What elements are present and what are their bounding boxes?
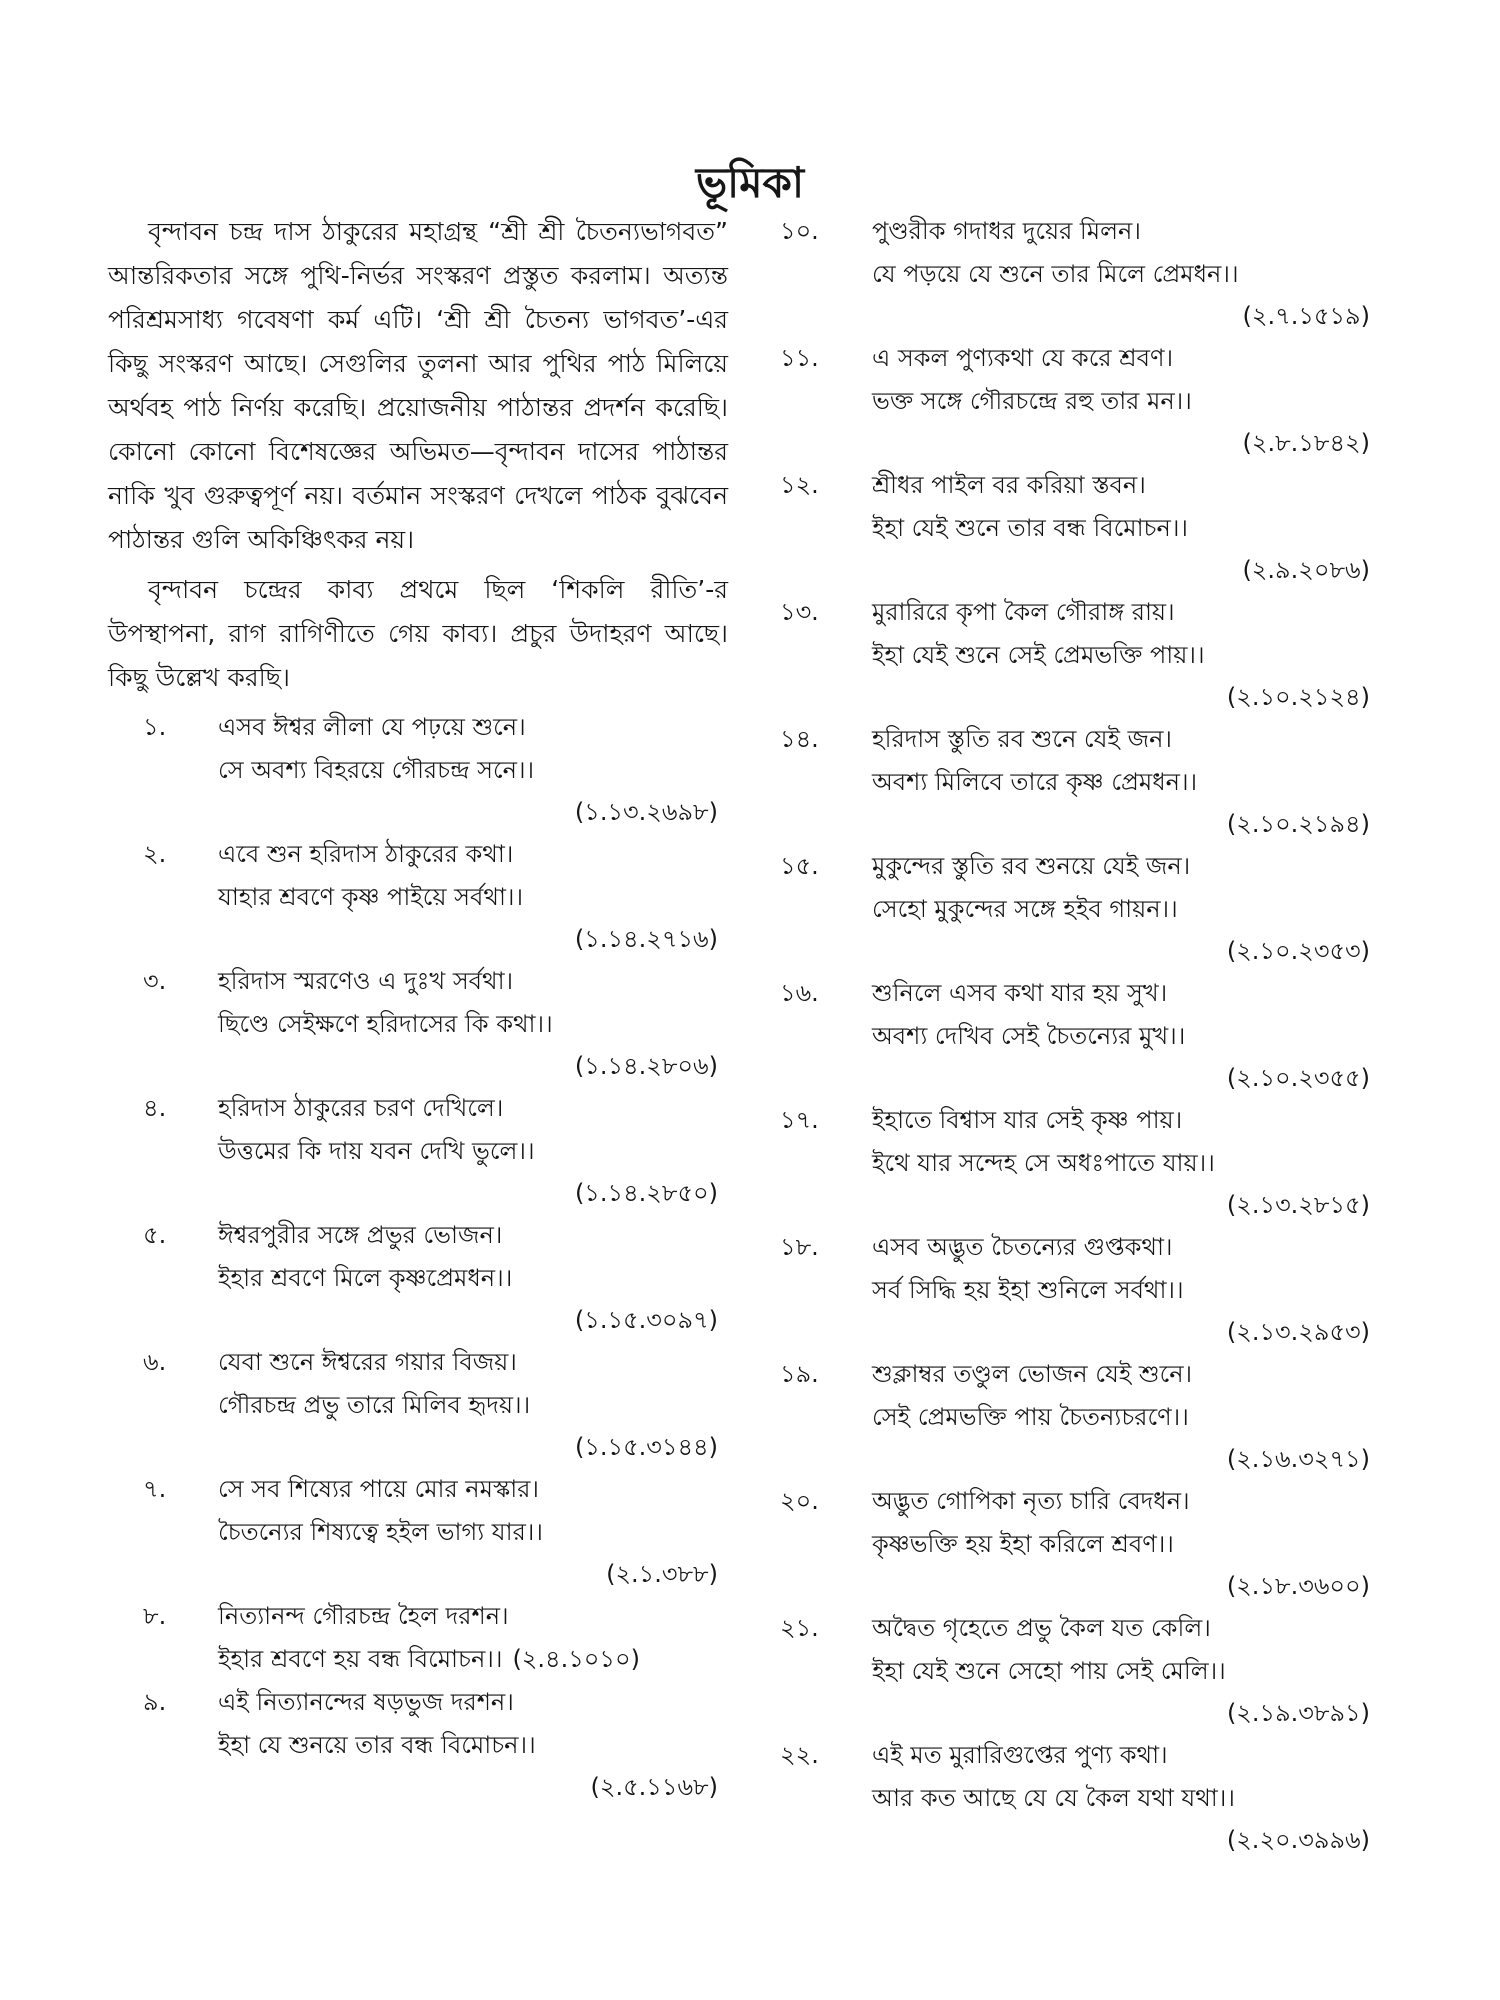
- verse-reference: (১.১৫.৩০৯৭): [574, 1306, 718, 1334]
- verse-line: ভক্ত সঙ্গে গৌরচন্দ্রে রহু তার মন।।: [872, 387, 1192, 415]
- verse-number: ১২.: [780, 471, 819, 499]
- verse-reference: (২.১৮.৩৬০০): [1226, 1572, 1370, 1600]
- verse-reference: (২.১০.২৩৫৩): [1226, 937, 1370, 965]
- verse-reference: (১.১৪.২৮০৬): [574, 1052, 718, 1080]
- page-title: ভূমিকা: [695, 158, 805, 207]
- verse-reference: (২.১৬.৩২৭১): [1226, 1445, 1370, 1473]
- verse-line: সে অবশ্য বিহরয়ে গৌরচন্দ্র সনে।।: [218, 756, 535, 784]
- verse-line: [218, 1638, 728, 1681]
- verse-number: ১১.: [780, 344, 819, 372]
- verse-line: এ সকল পুণ্যকথা যে করে শ্রবণ।: [872, 344, 1174, 372]
- verse-number: ১৩.: [780, 598, 819, 626]
- verse-line: ছিণ্ডে সেইক্ষণে হরিদাসের কি কথা।।: [218, 1010, 553, 1038]
- verse-number: ১৮.: [780, 1233, 819, 1261]
- verse-item: [108, 706, 728, 833]
- verse-line: যেবা শুনে ঈশ্বরের গয়ার বিজয়।: [218, 1348, 517, 1376]
- verse-number: ২২.: [780, 1741, 819, 1769]
- verse-number: ৫.: [143, 1221, 167, 1249]
- verse-line: আর কত আছে যে যে কৈল যথা যথা।।: [872, 1784, 1235, 1812]
- verse-number: ১৫.: [780, 852, 819, 880]
- verse-reference: (২.২০.৩৯৯৬): [1226, 1826, 1370, 1854]
- verse-number: ১৯.: [780, 1360, 819, 1388]
- verse-reference: (১.১৪.২৮৫০): [574, 1179, 718, 1207]
- verse-reference: (২.৯.২০৮৬): [1242, 556, 1370, 584]
- verse-item: [780, 337, 1380, 464]
- verse-item: [780, 972, 1380, 1099]
- verse-line: মুকুন্দের স্তুতি রব শুনয়ে যেই জন।: [872, 852, 1191, 880]
- verse-reference: (২.৪.১০১০): [512, 1645, 640, 1673]
- verse-line: শুক্লাম্বর তণ্ডুল ভোজন যেই শুনে।: [872, 1360, 1193, 1388]
- verse-reference: (২.১৯.৩৮৯১): [1226, 1699, 1370, 1727]
- verse-line: মুরারিরে কৃপা কৈল গৌরাঙ্গ রায়।: [872, 598, 1175, 626]
- verse-reference: (২.১.৩৮৮): [606, 1560, 718, 1588]
- verse-reference: (২.৮.১৮৪২): [1242, 429, 1370, 457]
- verse-number: ৯.: [143, 1688, 167, 1716]
- verse-line: অদ্ভুত গোপিকা নৃত্য চারি বেদধন।: [872, 1487, 1190, 1515]
- verse-item: [780, 464, 1380, 591]
- verse-line: সে সব শিষ্যের পায়ে মোর নমস্কার।: [218, 1475, 539, 1503]
- verse-number: ১.: [143, 713, 167, 741]
- verse-item: [780, 591, 1380, 718]
- verse-item: [108, 1468, 728, 1595]
- verse-line: হরিদাস স্মরণেও এ দুঃখ সর্বথা।: [218, 967, 514, 995]
- verse-line: ইহা যে শুনয়ে তার বন্ধ বিমোচন।।: [218, 1731, 536, 1759]
- verse-line: যাহার শ্রবণে কৃষ্ণ পাইয়ে সর্বথা।।: [218, 883, 524, 911]
- verse-item: [780, 1353, 1380, 1480]
- intro-paragraph: বৃন্দাবন চন্দ্র দাস ঠাকুরের মহাগ্রন্থ “শ্রী শ্রী চৈতন্যভাগবত” আন্তরিকতার সঙ্গে পুথি-নির্ভর সংস্করণ প্রস্তুত করলাম। অত্যন্ত পরিশ্রমসাধ্য গবেষণা কর্ম এটি। ‘শ্রী শ্রী চৈতন্য ভাগবত’-এর কিছু সংস্করণ আছে। সেগুলির তুলনা আর পুথির পাঠ মিলিয়ে অর্থবহ পাঠ নির্ণয় করেছি। প্রয়োজনীয় পাঠান্তর প্রদর্শন করেছি। কোনো কোনো বিশেষজ্ঞের অভিমত—বৃন্দাবন দাসের পাঠান্তর নাকি খুব গুরুত্বপূর্ণ নয়। বর্তমান সংস্করণ দেখলে পাঠক বুঝবেন পাঠান্তর গুলি অকিঞ্চিৎকর নয়।: [108, 217, 728, 554]
- verse-line: ইহা যেই শুনে সেহো পায় সেই মেলি।।: [872, 1657, 1226, 1685]
- verse-line: অদ্বৈত গৃহেতে প্রভু কৈল যত কেলি।: [872, 1614, 1211, 1642]
- verse-reference: (২.১০.২৩৫৫): [1226, 1064, 1370, 1092]
- verse-number: ১৬.: [780, 979, 819, 1007]
- verse-reference: (২.৫.১১৬৮): [590, 1773, 718, 1801]
- verse-line: নিত্যানন্দ গৌরচন্দ্র হৈল দরশন।: [218, 1602, 509, 1630]
- verse-line: সেই প্রেমভক্তি পায় চৈতন্যচরণে।।: [872, 1403, 1189, 1431]
- verse-line: ইহাতে বিশ্বাস যার সেই কৃষ্ণ পায়।: [872, 1106, 1183, 1134]
- verse-number: ১৪.: [780, 725, 819, 753]
- verse-number: ২.: [143, 840, 167, 868]
- verse-reference: (১.১৩.২৬৯৮): [574, 798, 718, 826]
- verse-line: ইহার শ্রবণে মিলে কৃষ্ণপ্রেমধন।।: [218, 1264, 513, 1292]
- verse-item: [108, 1214, 728, 1341]
- verse-line: এই মত মুরারিগুপ্তের পুণ্য কথা।: [872, 1741, 1168, 1769]
- verse-line: উত্তমের কি দায় যবন দেখি ভুলে।।: [218, 1137, 535, 1165]
- verse-number: ১৭.: [780, 1106, 819, 1134]
- verse-reference: (১.১৪.২৭১৬): [574, 925, 718, 953]
- verse-reference: (১.১৫.৩১৪৪): [574, 1433, 718, 1461]
- verse-line: চৈতন্যের শিষ্যত্বে হইল ভাগ্য যার।।: [218, 1518, 543, 1546]
- verse-line: কৃষ্ণভক্তি হয় ইহা করিলে শ্রবণ।।: [872, 1530, 1174, 1558]
- verse-line-text: ইহার শ্রবণে হয় বন্ধ বিমোচন।।: [218, 1645, 503, 1673]
- verse-line: হরিদাস ঠাকুরের চরণ দেখিলে।: [218, 1094, 504, 1122]
- verse-number: ২১.: [780, 1614, 819, 1642]
- verse-item: [108, 1595, 728, 1681]
- verse-reference: (২.১০.২১৯৪): [1226, 810, 1370, 838]
- verse-reference: (২.১০.২১২৪): [1226, 683, 1370, 711]
- verse-line: এই নিত্যানন্দের ষড়ভুজ দরশন।: [218, 1688, 514, 1716]
- verse-number: ৬.: [143, 1348, 167, 1376]
- verse-line: এসব অদ্ভুত চৈতন্যের গুপ্তকথা।: [872, 1233, 1173, 1261]
- verse-item: [780, 1226, 1380, 1353]
- verse-line: অবশ্য মিলিবে তারে কৃষ্ণ প্রেমধন।।: [872, 768, 1198, 796]
- verse-number: ১০.: [780, 217, 819, 245]
- verse-item: [780, 1734, 1380, 1861]
- verse-item: [780, 718, 1380, 845]
- verse-line: পুণ্ডরীক গদাধর দুয়ের মিলন।: [872, 217, 1141, 245]
- verse-item: [108, 960, 728, 1087]
- verse-reference: (২.১৩.২৯৫৩): [1226, 1318, 1370, 1346]
- verse-line: ইহা যেই শুনে তার বন্ধ বিমোচন।।: [872, 514, 1189, 542]
- verse-line: ইহা যেই শুনে সেই প্রেমভক্তি পায়।।: [872, 641, 1205, 669]
- intro-paragraph: বৃন্দাবন চন্দ্রের কাব্য প্রথমে ছিল ‘শিকলি রীতি’-র উপস্থাপনা, রাগ রাগিণীতে গেয় কাব্য। প্রচুর উদাহরণ আছে। কিছু উল্লেখ করছি।: [108, 575, 728, 692]
- verse-line: হরিদাস স্তুতি রব শুনে যেই জন।: [872, 725, 1172, 753]
- verse-line: এবে শুন হরিদাস ঠাকুরের কথা।: [218, 840, 514, 868]
- left-column: [108, 210, 728, 1808]
- verse-line: গৌরচন্দ্র প্রভু তারে মিলিব হৃদয়।।: [218, 1391, 531, 1419]
- verse-line: ঈশ্বরপুরীর সঙ্গে প্রভুর ভোজন।: [218, 1221, 503, 1249]
- verse-item: [780, 210, 1380, 337]
- verse-line: অবশ্য দেখিব সেই চৈতন্যের মুখ।।: [872, 1022, 1186, 1050]
- verse-number: ৩.: [143, 967, 167, 995]
- right-column: [780, 210, 1380, 1861]
- verse-line: এসব ঈশ্বর লীলা যে পঢ়য়ে শুনে।: [218, 713, 526, 741]
- verse-item: [108, 833, 728, 960]
- verse-line: ইথে যার সন্দেহ সে অধঃপাতে যায়।।: [872, 1149, 1215, 1177]
- verse-item: [108, 1087, 728, 1214]
- verse-line: সর্ব সিদ্ধি হয় ইহা শুনিলে সর্বথা।।: [872, 1276, 1184, 1304]
- verse-reference: (২.৭.১৫১৯): [1242, 302, 1370, 330]
- verse-line: যে পড়য়ে যে শুনে তার মিলে প্রেমধন।।: [872, 260, 1239, 288]
- verse-number: ২০.: [780, 1487, 819, 1515]
- verse-item: [780, 1480, 1380, 1607]
- verse-line: শ্রীধর পাইল বর করিয়া স্তবন।: [872, 471, 1146, 499]
- verse-item: [780, 1607, 1380, 1734]
- verse-item: [108, 1681, 728, 1808]
- verse-item: [780, 845, 1380, 972]
- verse-number: ৪.: [143, 1094, 167, 1122]
- verse-reference: (২.১৩.২৮১৫): [1226, 1191, 1370, 1219]
- verse-item: [108, 1341, 728, 1468]
- verse-line: শুনিলে এসব কথা যার হয় সুখ।: [872, 979, 1168, 1007]
- verse-line: সেহো মুকুন্দের সঙ্গে হইব গায়ন।।: [872, 895, 1178, 923]
- verse-number: ৮.: [143, 1602, 167, 1630]
- verse-number: ৭.: [143, 1475, 167, 1503]
- verse-item: [780, 1099, 1380, 1226]
